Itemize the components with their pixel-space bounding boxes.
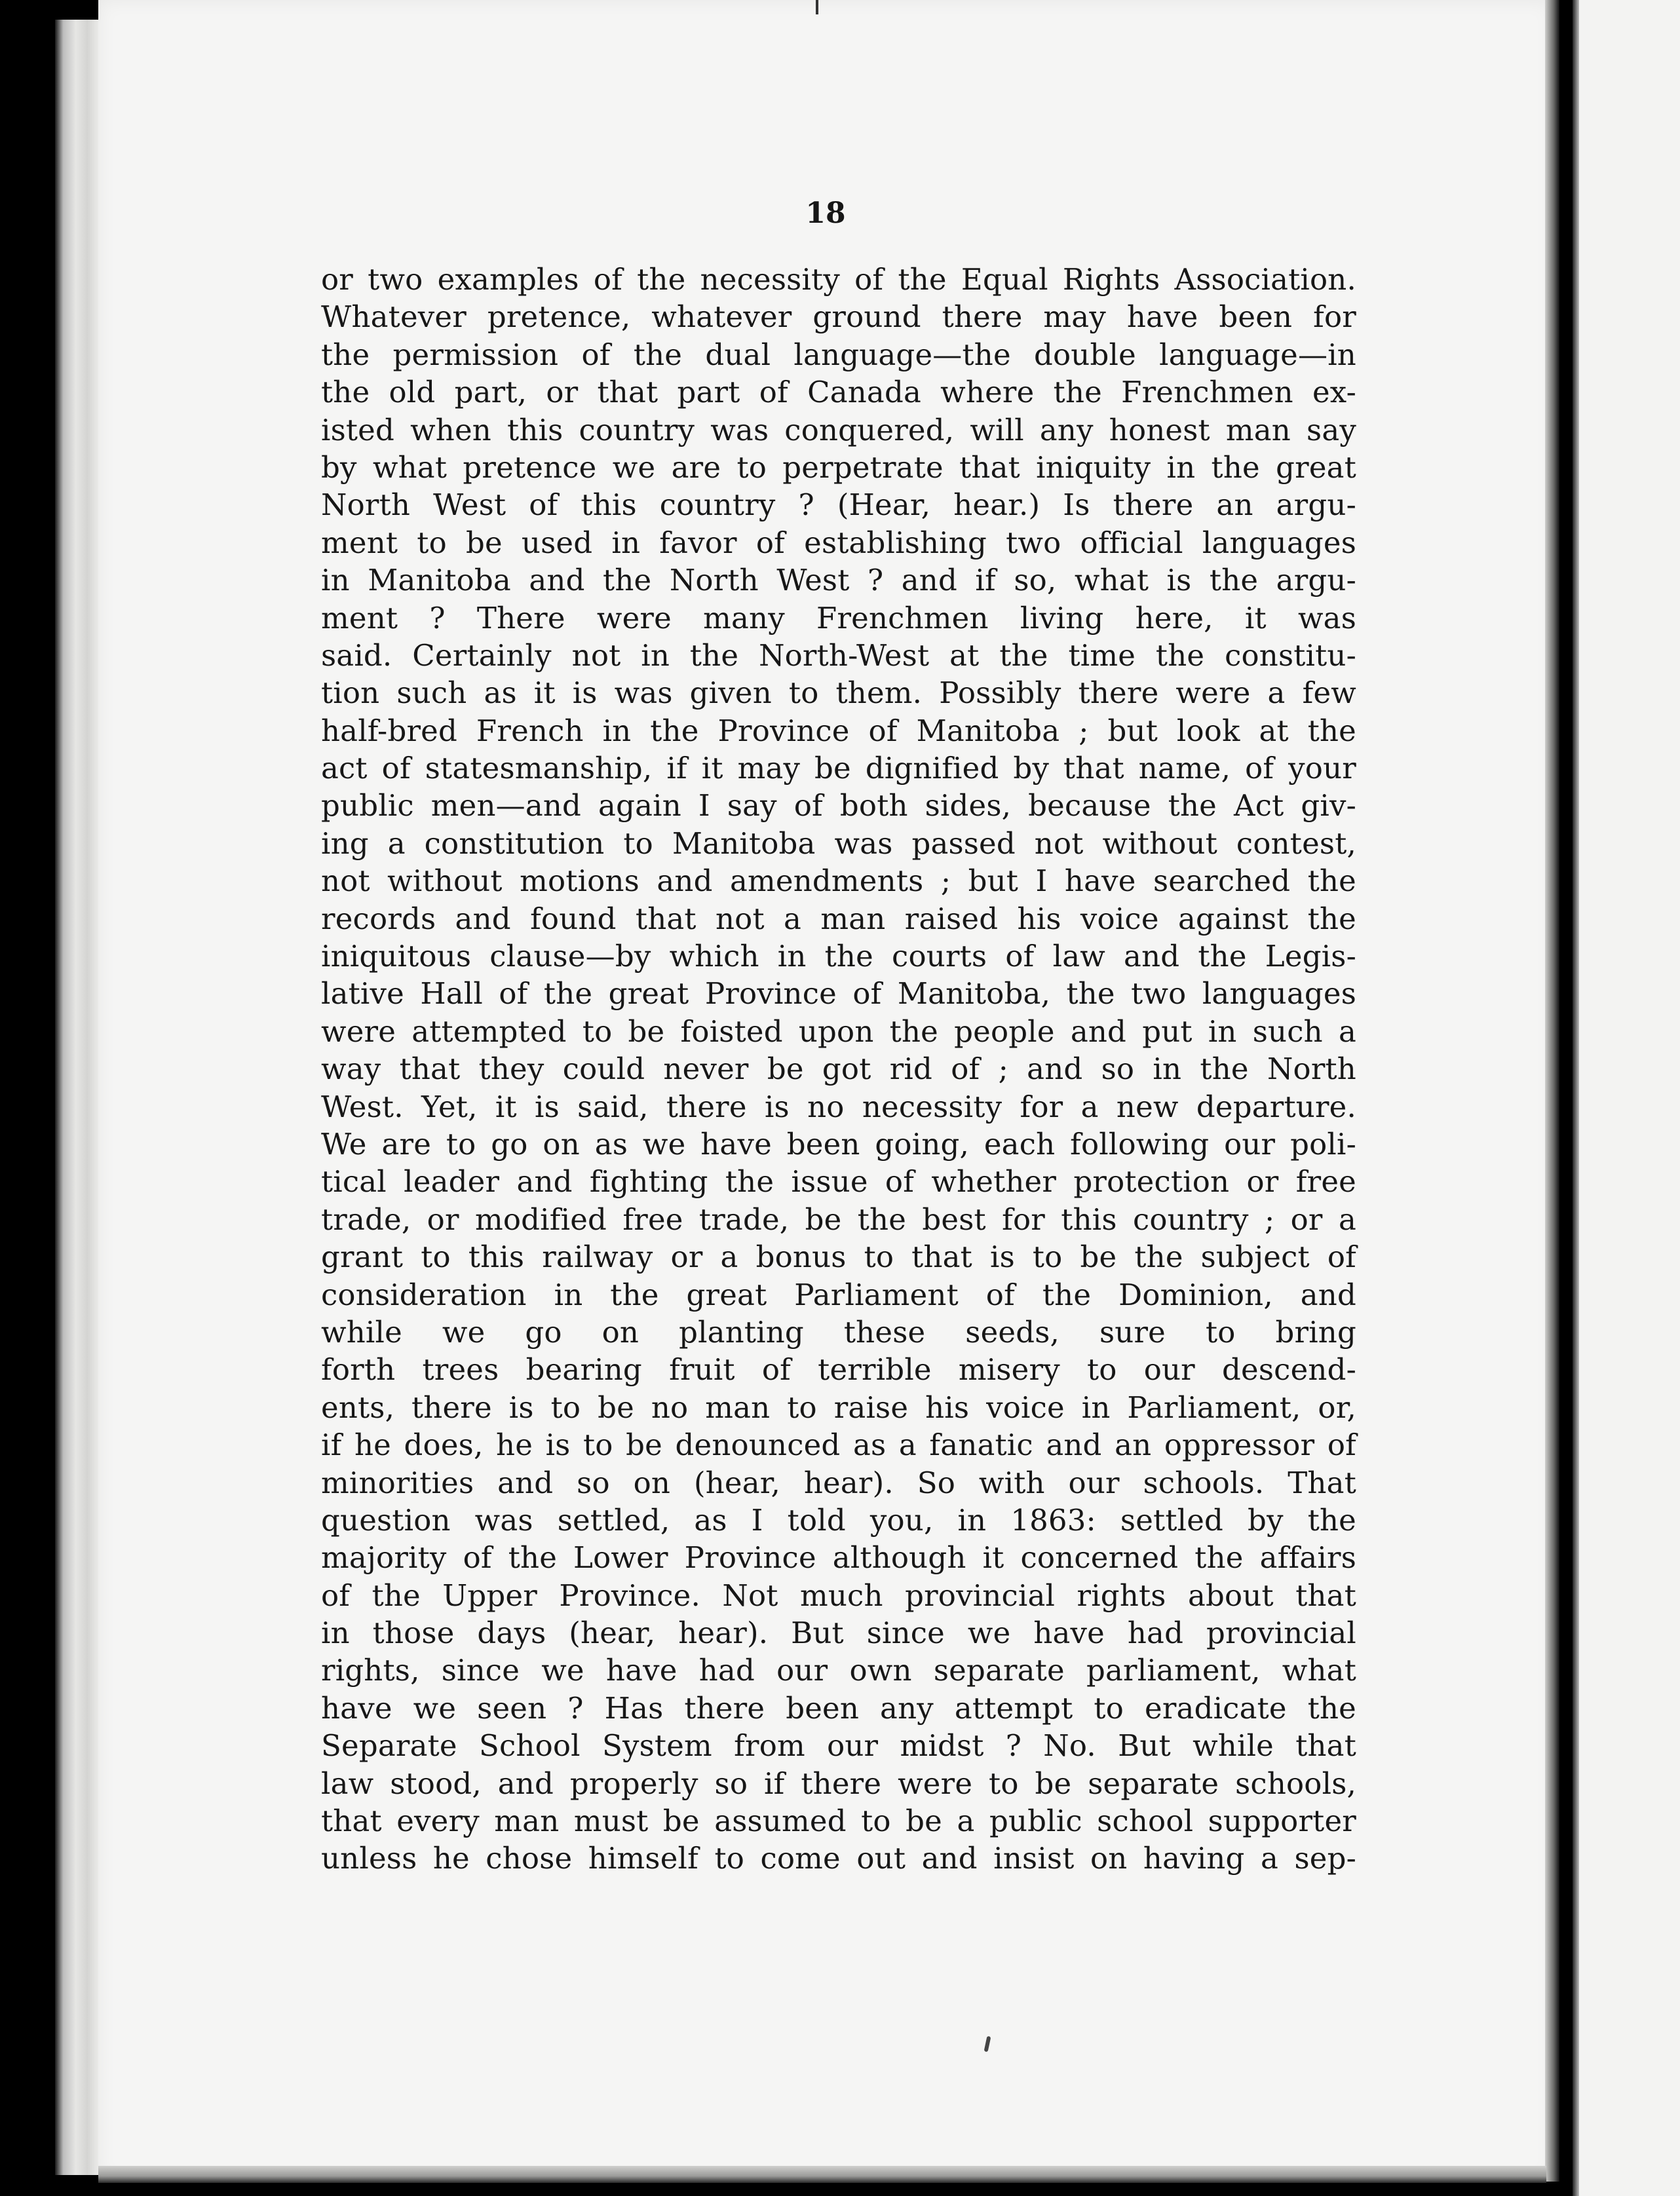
text-line: minorities and so on (hear, hear). So with our schools. That: [321, 1465, 1356, 1500]
text-line: tion such as it is was given to them. Possibly there were a few: [321, 675, 1356, 711]
text-line: consideration in the great Parliament of the Dominion, and: [321, 1277, 1356, 1312]
text-line: unless he chose himself to come out and insist on having a sep-: [321, 1841, 1356, 1876]
page-gutter-edge: [55, 20, 101, 2175]
text-line: rights, since we have had our own separate parliament, what: [321, 1653, 1356, 1688]
text-line: forth trees bearing fruit of terrible misery to our descend-: [321, 1352, 1356, 1388]
text-line: if he does, he is to be denounced as a fanatic and an oppressor of: [321, 1428, 1356, 1463]
text-line: majority of the Lower Province although it concerned the affairs: [321, 1540, 1356, 1576]
text-line: Whatever pretence, whatever ground there may have been for: [321, 299, 1356, 335]
text-line: not without motions and amendments ; but I have searched the: [321, 863, 1356, 899]
text-line: the old part, or that part of Canada where the Frenchmen ex-: [321, 375, 1356, 410]
text-line: while we go on planting these seeds, sure to bring: [321, 1314, 1356, 1350]
text-line: iniquitous clause—by which in the courts of law and the Legis-: [321, 939, 1356, 974]
text-line: ing a constitution to Manitoba was passed not without contest,: [321, 825, 1356, 861]
text-line: way that they could never be got rid of ; and so in the North: [321, 1051, 1356, 1087]
text-line: by what pretence we are to perpetrate that iniquity in the great: [321, 449, 1356, 485]
text-line: tical leader and fighting the issue of whether protection or free: [321, 1164, 1356, 1200]
text-line: Separate School System from our midst ? No. But while that: [321, 1728, 1356, 1764]
text-line: that every man must be assumed to be a public school supporter: [321, 1804, 1356, 1839]
page-right-edge: [1545, 0, 1559, 2182]
text-line: records and found that not a man raised his voice against the: [321, 901, 1356, 936]
text-line: lative Hall of the great Province of Manitoba, the two languages: [321, 976, 1356, 1012]
text-line: trade, or modified free trade, be the best for this country ; or a: [321, 1202, 1356, 1237]
text-line: half-bred French in the Province of Manitoba ; but look at the: [321, 713, 1356, 748]
adjacent-page-edge: [1573, 0, 1680, 2196]
scan-mark: [816, 0, 818, 14]
text-line: question was settled, as I told you, in 1863: settled by the: [321, 1502, 1356, 1538]
text-line: grant to this railway or a bonus to that is to be the subject of: [321, 1240, 1356, 1275]
text-line: We are to go on as we have been going, each following our poli-: [321, 1126, 1356, 1162]
text-line: ents, there is to be no man to raise his voice in Parliament, or,: [321, 1390, 1356, 1425]
text-line: in those days (hear, hear). But since we have had provincial: [321, 1616, 1356, 1651]
text-line: the permission of the dual language—the double language—in: [321, 337, 1356, 372]
text-line: or two examples of the necessity of the Equal Rights Association.: [321, 262, 1356, 297]
text-line: ment to be used in favor of establishing two official languages: [321, 525, 1356, 560]
page-number: 18: [805, 197, 846, 230]
text-line: West. Yet, it is said, there is no necessity for a new departure.: [321, 1089, 1356, 1124]
text-line: said. Certainly not in the North-West at the time the constitu-: [321, 637, 1356, 673]
text-line: North West of this country ? (Hear, hear.) Is there an argu-: [321, 487, 1356, 523]
text-line: ment ? There were many Frenchmen living here, it was: [321, 600, 1356, 635]
text-line: law stood, and properly so if there were to be separate schools,: [321, 1766, 1356, 1801]
text-line: have we seen ? Has there been any attempt to eradicate the: [321, 1690, 1356, 1726]
text-line: isted when this country was conquered, will any honest man say: [321, 412, 1356, 447]
text-line: in Manitoba and the North West ? and if so, what is the argu-: [321, 563, 1356, 598]
text-line: were attempted to be foisted upon the people and put in such a: [321, 1013, 1356, 1049]
text-line: of the Upper Province. Not much provincial rights about that: [321, 1578, 1356, 1613]
page-bottom-edge: [98, 2166, 1546, 2183]
body-text: [321, 261, 1356, 1878]
text-line: act of statesmanship, if it may be dignified by that name, of your: [321, 751, 1356, 786]
text-line: public men—and again I say of both sides, because the Act giv-: [321, 788, 1356, 824]
